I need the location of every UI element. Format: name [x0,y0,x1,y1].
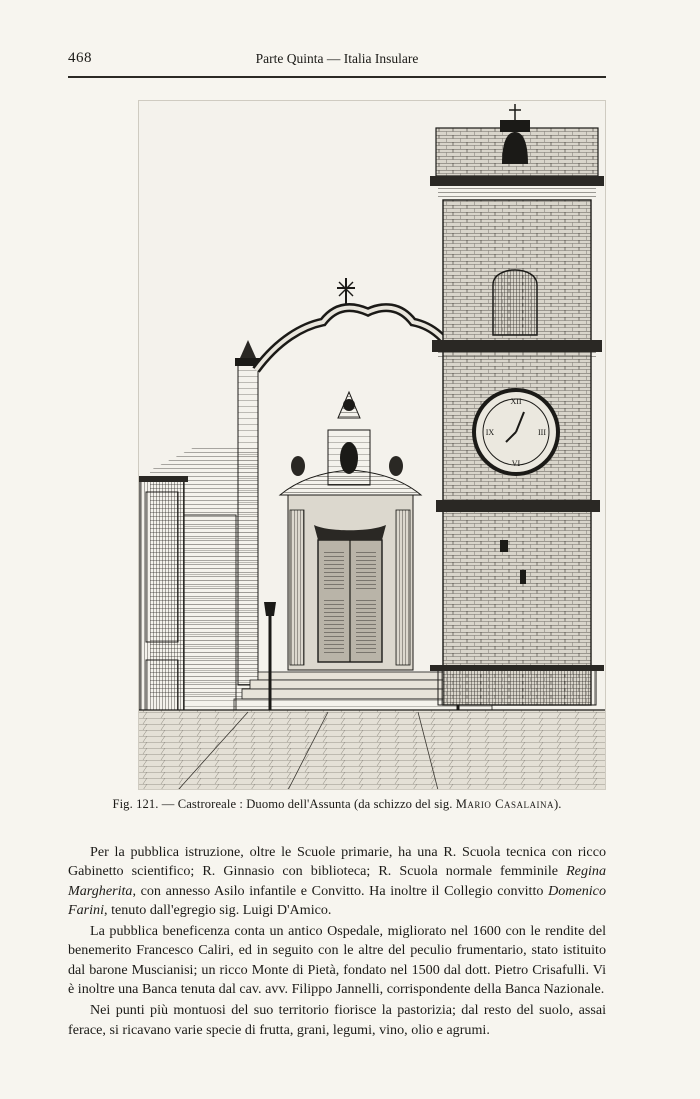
page-number: 468 [68,50,92,66]
header-rule [68,76,606,78]
page-header [68,50,606,72]
paragraph-text: , tenuto dall'egregio sig. Luigi D'Amico. [104,901,332,918]
caption-suffix: ). [553,797,562,811]
figure-caption [68,797,606,812]
italic-name-domenico-farini: Domenico Farini [68,882,606,918]
caption-prefix: Fig. 121. — Castroreale : Duomo dell'Assunta (da schizzo del sig. [112,797,456,811]
body-text [68,843,606,1042]
clock-numeral-12: XII [510,397,522,406]
paragraph-text: , con annesso Asilo infantile e Convitto. Ha inoltre il Collegio convitto [132,882,549,899]
paragraph-istruzione [68,843,606,920]
clock-numeral-6: VI [511,459,521,468]
engraving-illustration [138,100,606,790]
running-title: Parte Quinta — Italia Insulare [255,51,419,66]
paragraph-territorio: Nei punti più montuosi del suo territorio fiorisce la pastorizia; dal resto del suolo, assai ferace, si ricavano varie specie di frutta, grani, legumi, vino, olio e agrumi. [68,1002,606,1038]
paragraph-beneficenza: La pubblica beneficenza conta un antico Ospedale, migliorato nel 1600 con le rendite del benemerito Francesco Caliri, ed in seguito con le altre del peculio frumentario, stato istituito dal barone Muscianisi; un ricco Monte di Pietà, fondato nel 1500 dal dott. Pietro Crisafulli. Vi è inoltre una Banca tenuta dal cav. avv. Filippo Jannelli, corrispondente della Banca Nazionale. [68,923,606,998]
clock-numeral-9: IX [485,428,495,437]
caption-author: Mario Casalaina [455,797,554,811]
clock-numeral-3: III [538,428,546,437]
paragraph-text: Per la pubblica istruzione, oltre le Scuole primarie, ha una R. Scuola tecnica con ricco Gabinetto scientifico; R. Ginnasio con biblioteca; R. Scuola normale femminile [68,844,606,880]
engraving-duomo-dell-assunta [138,100,606,790]
italic-name-regina-margherita: Regina Margherita [68,863,606,899]
